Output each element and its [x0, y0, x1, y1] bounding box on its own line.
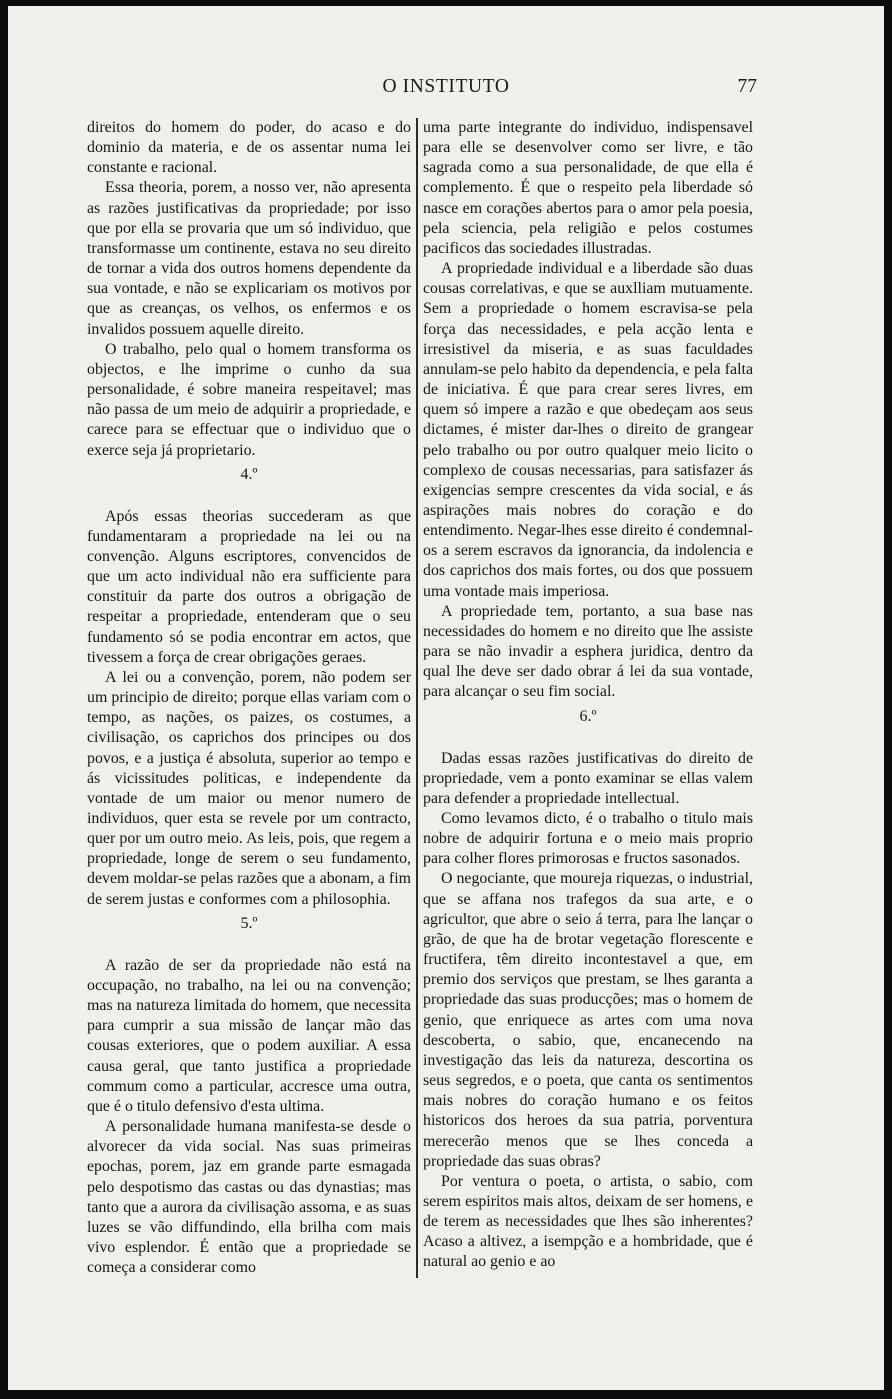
- paragraph: direitos do homem do poder, do acaso e do dominio da materia, e de os assentar numa lei constante e racional.: [87, 119, 411, 177]
- paragraph: Como levamos dicto, é o trabalho o titulo mais nobre de adquirir fortuna e o meio mais proprio para colher flores primorosas e fructos sasonados.: [423, 810, 753, 868]
- left-column: [87, 118, 411, 1278]
- paragraph: A razão de ser da propriedade não está na occupação, no trabalho, na lei ou na convenção; mas na natureza limitada do homem, que necessita para cumprir a sua missão de lançar mão das cousas exteriores, que o podem auxiliar. A essa causa geral, que tanto justifica a propriedade commum como a particular, accresce uma outra, que é o titulo defensivo d'esta ultima.: [87, 956, 411, 1115]
- paragraph: A lei ou a convenção, porem, não podem ser um principio de direito; porque ellas variam com o tempo, as nações, os paizes, os costumes, a civilisação, os caprichos dos principes ou dos povos, e a justiça é absoluta, superior ao tempo e ás vicissitudes politicas, e independente da vontade de um maior ou menor numero de individuos, quer esta se revele por um contracto, quer por um outro meio. As leis, pois, que regem a propriedade, longe de serem o seu fundamento, devem moldar-se pelas razões que a abonam, a fim de serem justas e conformes com a philosophia.: [87, 668, 411, 908]
- paragraph: O trabalho, pelo qual o homem transforma os objectos, e lhe imprime o cunho da sua personalidade, é sobre maneira respeitavel; mas não passa de um meio de adquirir a propriedade, e carece para se effectuar que o individuo que o exerce seja já proprietario.: [87, 340, 411, 459]
- paragraph: A personalidade humana manifesta-se desde o alvorecer da vida social. Nas suas primeiras epochas, porem, jaz em grande parte esmagada pelo despotismo das castas ou das dynastias; mas tanto que a aurora da civilisação assoma, e as suas luzes se vão diffundindo, ella brilha com mais vivo esplendor. É então que a propriedade se começa a considerar como: [87, 1118, 411, 1277]
- book-page: [8, 6, 884, 1390]
- section-heading: 5.º: [240, 914, 258, 932]
- right-column: [423, 118, 753, 1273]
- paragraph: Após essas theorias succederam as que fundamentaram a propriedade na lei ou na convenção. Alguns escriptores, convencidos de que um acto individual não era sufficiente para constituir da parte dos outros a obrigação de respeitar a propriedade, entenderam que o seu fundamento só se podia encontrar em actos, que tivessem a força de crear obrigações geraes.: [87, 507, 411, 666]
- paragraph: Dadas essas razões justificativas do direito de propriedade, vem a ponto examinar se ellas valem para defender a propriedade intellectual.: [423, 749, 753, 807]
- section-heading: 4.º: [240, 465, 258, 483]
- column-divider: [416, 118, 418, 1278]
- page-number: 77: [737, 76, 757, 97]
- running-title: O INSTITUTO: [382, 76, 510, 97]
- paragraph: O negociante, que moureja riquezas, o industrial, que se affana nos trafegos da sua arte, e o agricultor, que abre o seio á terra, para lhe lançar o grão, de que ha de brotar vegetação florescente e fructifera, têm direito incontestavel a que, em premio dos serviços que prestam, se lhes garanta a propriedade das suas producções; mas o homem de genio, que enriquece as artes com uma nova descoberta, o sabio, que, encanecendo na investigação das leis da natureza, descortina os seus segredos, e o poeta, que canta os sentimentos mais nobres do coração humano e os feitos historicos dos heroes da sua patria, porventura merecerão menos que se lhes conceda a propriedade das suas obras?: [423, 870, 753, 1170]
- section-heading: 6.º: [579, 707, 597, 725]
- paragraph: A propriedade tem, portanto, a sua base nas necessidades do homem e no direito que lhe assiste para se não invadir a esphera juridica, dentro da qual lhe deve ser dado obrar á lei da sua vontade, para alcançar o seu fim social.: [423, 602, 753, 701]
- paragraph: A propriedade individual e a liberdade são duas cousas correlativas, e que se auxlliam mutuamente. Sem a propriedade o homem escravisa-se pela força das necessidades, e pela acção lenta e irresistivel da miseria, e as suas faculdades annulam-se pelo habito da dependencia, e pela falta de iniciativa. É que para crear seres livres, em quem só impere a razão e que obedeçam aos seus dictames, é mister dar-lhes o direito de grangear pelo trabalho ou por outro qualquer meio licito o complexo de cousas necessarias, para satisfazer ás exigencias sempre crescentes da vida social, e ás aspirações mais nobres do coração e do entendimento. Negar-lhes esse direito é condemnal-os a serem escravos da ignorancia, da indolencia e dos caprichos dos mais fortes, ou dos que possuem uma vontade mais imperiosa.: [423, 260, 753, 600]
- paragraph: Essa theoria, porem, a nosso ver, não apresenta as razões justificativas da propriedade; por isso que por ella se provaria que um só individuo, que transformasse um continente, estava no seu direito de tornar a vida dos outros homens dependente da sua vontade, e não se explicariam os motivos por que as creanças, os velhos, os enfermos e os invalidos possuem aquelle direito.: [87, 179, 411, 338]
- paragraph: Por ventura o poeta, o artista, o sabio, com serem espiritos mais altos, deixam de ser homens, e de terem as necessidades que lhes são inherentes? Acaso a altivez, a isempção e a hombridade, que é natural ao genio e ao: [423, 1172, 753, 1271]
- page-header: [8, 76, 884, 106]
- paragraph: uma parte integrante do individuo, indispensavel para elle se desenvolver como ser livre, e tão sagrada como a sua personalidade, de que ella é complemento. É que o respeito pela liberdade só nasce em corações abertos para o amor pela poesia, pela sciencia, pela religião e pelos costumes pacificos das sociedades illustradas.: [423, 119, 753, 257]
